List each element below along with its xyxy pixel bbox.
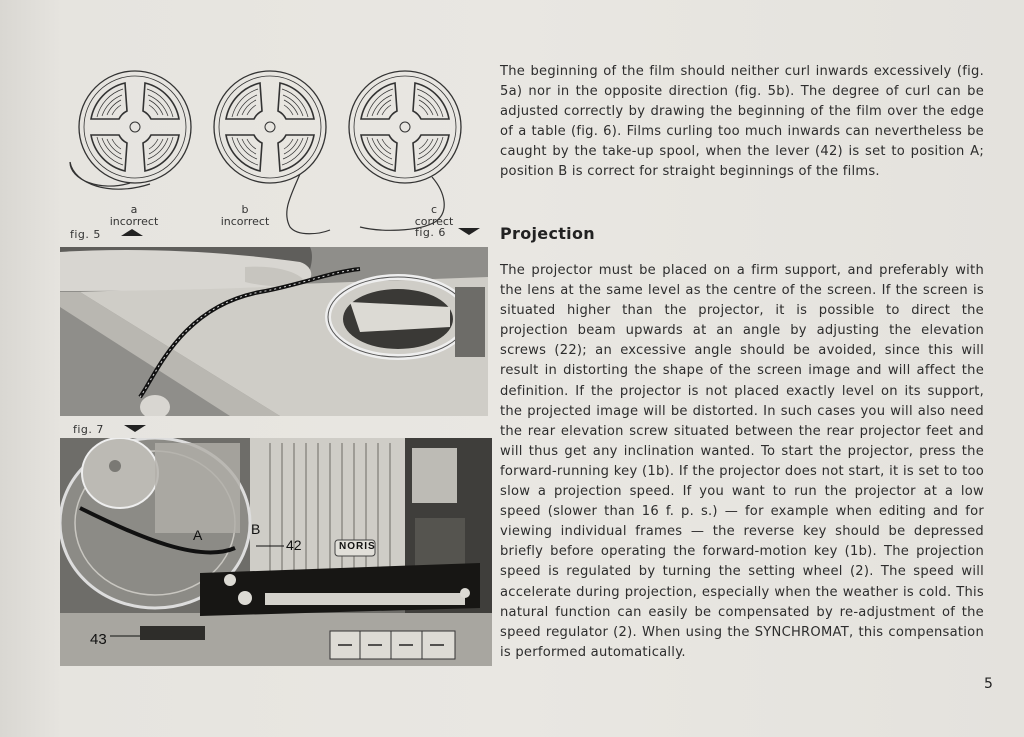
- reel-b-letter: b: [241, 203, 249, 216]
- intro-text: The beginning of the film should neither curl inwards excessively (fig. 5a) nor in the opposite direction (fig. 5b). The degree of curl can be adjusted correctly by drawing the beginning of the film over the edge of a table (fig. 6). Films curling too much inwards can nevertheless be caught by the take-up spool, when the lever (42) is set to position A; position B is correct for straight beginnings of the films.: [500, 64, 984, 180]
- fig6-label: [415, 226, 480, 239]
- callout-b: B: [251, 521, 261, 537]
- fig5-text: fig. 5: [70, 228, 101, 241]
- triangle-up-icon: [121, 229, 143, 236]
- projection-paragraph: [500, 261, 984, 663]
- reel-c-label: [404, 204, 464, 228]
- reel-c-letter: c: [430, 203, 438, 216]
- intro-paragraph: [500, 62, 984, 183]
- projector-mechanism-image: [60, 438, 492, 666]
- reel-b-label: [214, 204, 276, 228]
- fig7-label: [73, 423, 146, 436]
- triangle-down-icon: [124, 425, 146, 432]
- fig5-label: [70, 228, 143, 241]
- reel-a-letter: a: [130, 203, 138, 216]
- reel-c-icon: [349, 71, 461, 183]
- callout-a: A: [193, 527, 203, 543]
- triangle-down-icon: [458, 228, 480, 235]
- fig7-text: fig. 7: [73, 423, 104, 436]
- reel-b-caption: incorrect: [220, 215, 270, 228]
- fig6-text: fig. 6: [415, 226, 446, 239]
- callout-43: 43: [90, 631, 107, 648]
- section-heading: Projection: [500, 224, 595, 243]
- reel-c-caption: correct: [414, 215, 454, 228]
- noris-plate: NORIS: [339, 541, 376, 552]
- reel-a-label: [104, 204, 164, 228]
- callout-42: 42: [286, 537, 302, 553]
- film-over-table-image: [60, 247, 488, 416]
- fig7-photo: [60, 438, 492, 666]
- reel-a-caption: incorrect: [109, 215, 159, 228]
- reel-a-icon: [79, 71, 191, 183]
- projection-text: The projector must be placed on a firm support, and preferably with the lens at the same level as the centre of the screen. If the screen is situated higher than the projector, it is possible to direct the projection beam upwards at an angle by adjusting the elevation screws (22); an excessive angle should be avoided, since this will result in distorting the shape of the screen image and will affect the definition. If the projector is not placed exactly level on its support, the projected image will be distorted. In such cases you will also need the rear elevation screw situated between the rear projector feet and will thus get any inclination wanted. To start the projector, press the forward-running key (1b). If the projector does not start, it is set to too slow a projection speed. If you want to run the projector at a low speed (slower than 16 f. p. s.) — for example when editing and for viewing individual frames — the reverse key should be depressed briefly before operating the forward-motion key (1b). The projection speed is regulated by turning the setting wheel (2). The speed will accelerate during projection, especially when the weather is cold. This natural function can easily be compensated by re-adjustment of the speed regulator (2). When using the SYNCHROMAT, this compensation is performed automatically.: [500, 263, 984, 660]
- reel-b-icon: [214, 71, 326, 183]
- page-number: 5: [984, 676, 993, 692]
- fig6-photo: [60, 247, 488, 416]
